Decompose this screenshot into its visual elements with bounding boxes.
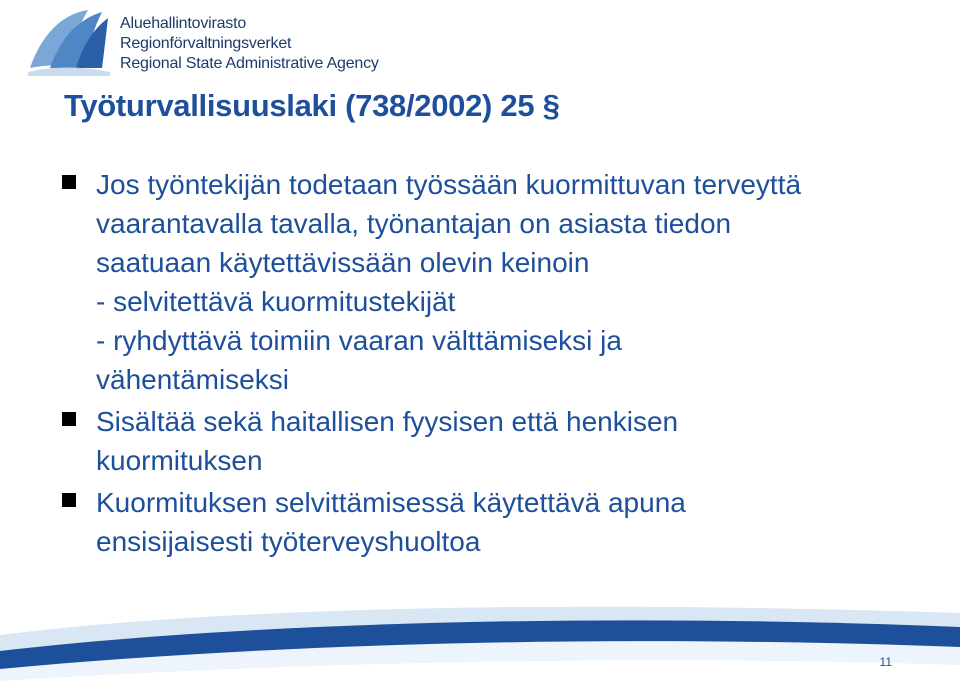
bullet-item [62, 483, 942, 561]
bullet-text-line: Jos työntekijän todetaan työssään kuormittuvan terveyttä [96, 169, 802, 200]
org-names [120, 14, 379, 74]
bullet-text-line: vähentämiseksi [96, 364, 289, 395]
header-logo [28, 6, 388, 76]
bullet-text-line: - selvitettävä kuormitustekijät [96, 286, 456, 317]
bullet-list [62, 165, 942, 561]
bullet-text-line: saatuaan käytettävissään olevin keinoin [96, 247, 590, 278]
square-bullet-icon [62, 175, 76, 189]
page-number: 11 [879, 655, 892, 669]
bullet-item [62, 402, 942, 480]
slide-title: Työturvallisuuslaki (738/2002) 25 § [64, 88, 560, 123]
bullet-text-line: - ryhdyttävä toimiin vaaran välttämiseksi ja [96, 325, 622, 356]
bullet-item [62, 165, 942, 399]
bullet-text-line: Kuormituksen selvittämisessä käytettävä apuna [96, 487, 686, 518]
footer-wave-decoration [0, 595, 960, 695]
square-bullet-icon [62, 412, 76, 426]
bullet-text-line: Sisältää sekä haitallisen fyysisen että henkisen [96, 406, 679, 437]
org-name-fi: Aluehallintovirasto [120, 15, 247, 32]
org-name-en: Regional State Administrative Agency [120, 55, 379, 72]
bullet-text-line: vaarantavalla tavalla, työnantajan on asiasta tiedon [96, 208, 732, 239]
square-bullet-icon [62, 493, 76, 507]
bullet-text-line: ensisijaisesti työterveyshuoltoa [96, 526, 481, 557]
regional-agency-logo-icon [28, 6, 110, 76]
bullet-text-line: kuormituksen [96, 445, 263, 476]
org-name-sv: Regionförvaltningsverket [120, 35, 292, 52]
